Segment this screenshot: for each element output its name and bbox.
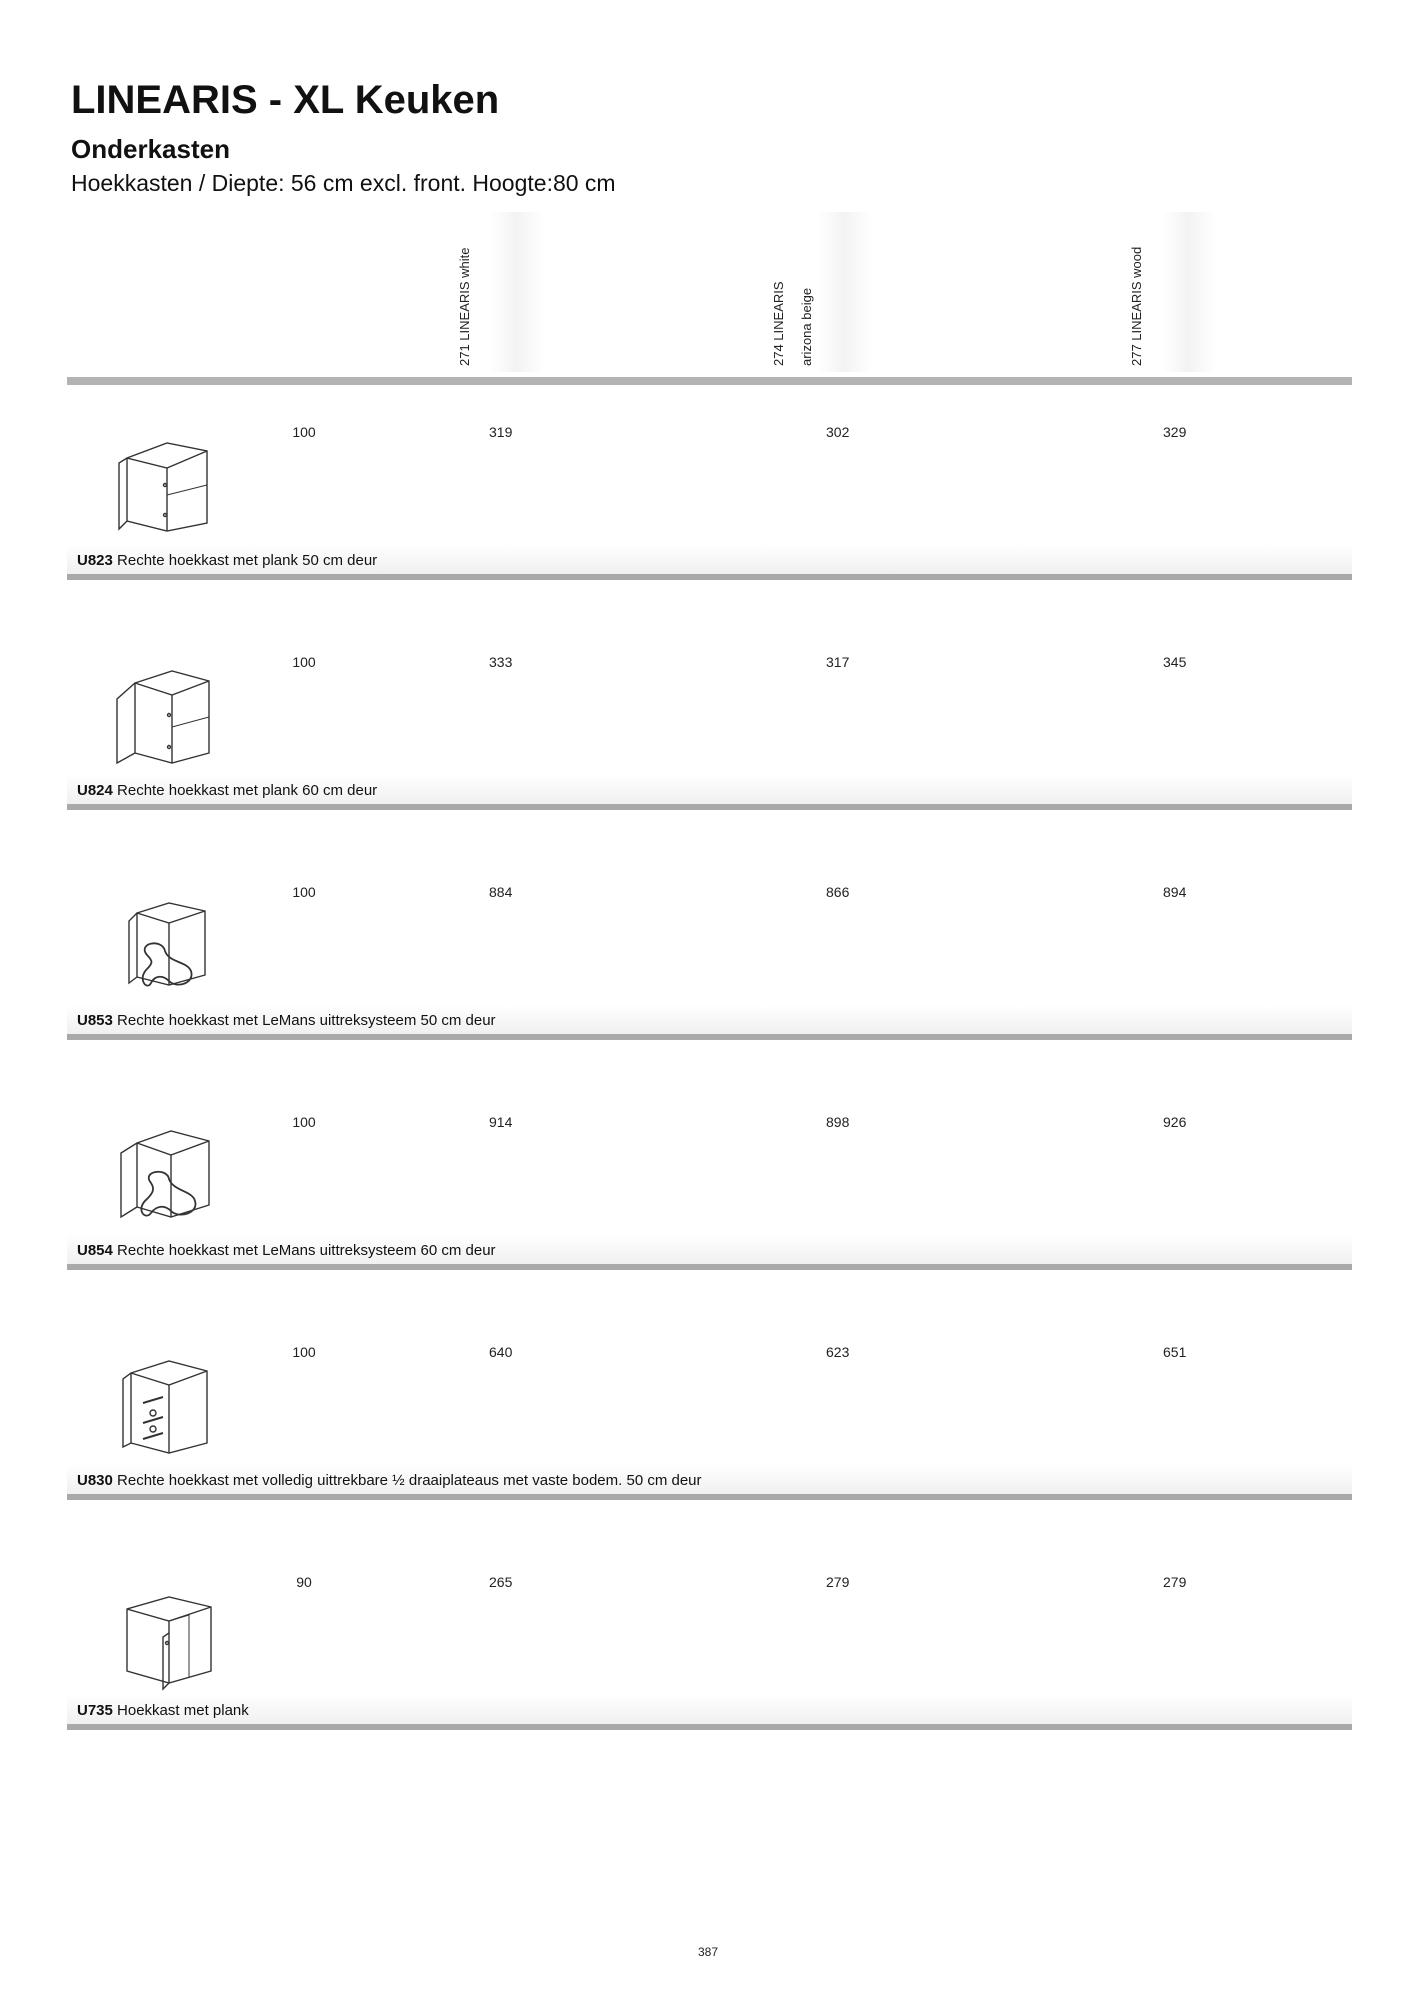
product-description: Hoekkast met plank — [117, 1702, 249, 1719]
product-row-u735 — [67, 1535, 1352, 1760]
column-header-label: 277 LINEARIS wood — [1129, 246, 1144, 366]
product-code: U830 — [77, 1472, 113, 1489]
price-wood: 345 — [1163, 654, 1187, 670]
price-wood: 329 — [1163, 424, 1187, 440]
price-white: 884 — [489, 884, 513, 900]
column-header-label: 274 LINEARIS — [771, 281, 786, 366]
product-description: Rechte hoekkast met plank 50 cm deur — [117, 552, 378, 569]
page-title: LINEARIS - XL Keuken — [71, 78, 500, 122]
price-wood: 894 — [1163, 884, 1187, 900]
price-white: 333 — [489, 654, 513, 670]
price-arizona-beige: 623 — [826, 1344, 850, 1360]
product-label — [77, 1702, 249, 1719]
section-description: Hoekkasten / Diepte: 56 cm excl. front. Hoogte:80 cm — [71, 170, 616, 196]
product-label — [77, 552, 377, 569]
price-white: 265 — [489, 1574, 513, 1590]
corner-cabinet-lemans-icon — [107, 1113, 237, 1243]
column-header-arizona-beige — [771, 212, 872, 372]
column-header-white — [457, 212, 544, 372]
size-value: 100 — [292, 884, 316, 900]
size-value: 100 — [292, 654, 316, 670]
price-wood: 279 — [1163, 1574, 1187, 1590]
corner-cabinet-l-icon — [107, 1573, 237, 1703]
product-row-u854 — [67, 1075, 1352, 1300]
row-divider — [67, 1724, 1352, 1730]
corner-cabinet-shelf-icon — [107, 423, 237, 553]
price-wood: 651 — [1163, 1344, 1187, 1360]
size-value: 100 — [292, 1344, 316, 1360]
column-header-wood — [1129, 212, 1216, 372]
section-subtitle: Onderkasten — [71, 134, 230, 164]
product-code: U823 — [77, 552, 113, 569]
product-code: U824 — [77, 782, 113, 799]
price-arizona-beige: 302 — [826, 424, 850, 440]
price-wood: 926 — [1163, 1114, 1187, 1130]
product-code: U735 — [77, 1702, 113, 1719]
product-description: Rechte hoekkast met LeMans uittreksysteem 60 cm deur — [117, 1242, 496, 1259]
product-description: Rechte hoekkast met plank 60 cm deur — [117, 782, 378, 799]
product-label — [77, 1242, 496, 1259]
price-arizona-beige: 279 — [826, 1574, 850, 1590]
price-arizona-beige: 317 — [826, 654, 850, 670]
price-arizona-beige: 898 — [826, 1114, 850, 1130]
product-label — [77, 1012, 496, 1029]
row-divider — [67, 804, 1352, 810]
size-value: 90 — [296, 1574, 312, 1590]
header-divider — [67, 377, 1352, 385]
price-white: 640 — [489, 1344, 513, 1360]
product-row-u830 — [67, 1305, 1352, 1530]
size-value: 100 — [292, 1114, 316, 1130]
column-header-label-2: arizona beige — [799, 287, 814, 366]
corner-cabinet-lemans-icon — [107, 883, 237, 1013]
price-arizona-beige: 866 — [826, 884, 850, 900]
corner-cabinet-shelf-icon — [107, 653, 237, 783]
label-bar — [67, 1695, 1352, 1724]
product-label — [77, 782, 377, 799]
row-divider — [67, 1034, 1352, 1040]
product-row-u853 — [67, 845, 1352, 1070]
column-header-label: 271 LINEARIS white — [457, 247, 472, 366]
price-white: 319 — [489, 424, 513, 440]
product-description: Rechte hoekkast met volledig uittrekbare ½ draaiplateaus met vaste bodem. 50 cm deur — [117, 1472, 702, 1489]
row-divider — [67, 574, 1352, 580]
row-divider — [67, 1494, 1352, 1500]
product-code: U853 — [77, 1012, 113, 1029]
size-value: 100 — [292, 424, 316, 440]
price-white: 914 — [489, 1114, 513, 1130]
page-number: 387 — [698, 1945, 719, 1959]
corner-cabinet-carousel-icon — [107, 1343, 237, 1473]
row-divider — [67, 1264, 1352, 1270]
product-label — [77, 1472, 702, 1489]
product-code: U854 — [77, 1242, 113, 1259]
product-row-u824 — [67, 615, 1352, 840]
product-row-u823 — [67, 385, 1352, 610]
product-description: Rechte hoekkast met LeMans uittreksysteem 50 cm deur — [117, 1012, 496, 1029]
